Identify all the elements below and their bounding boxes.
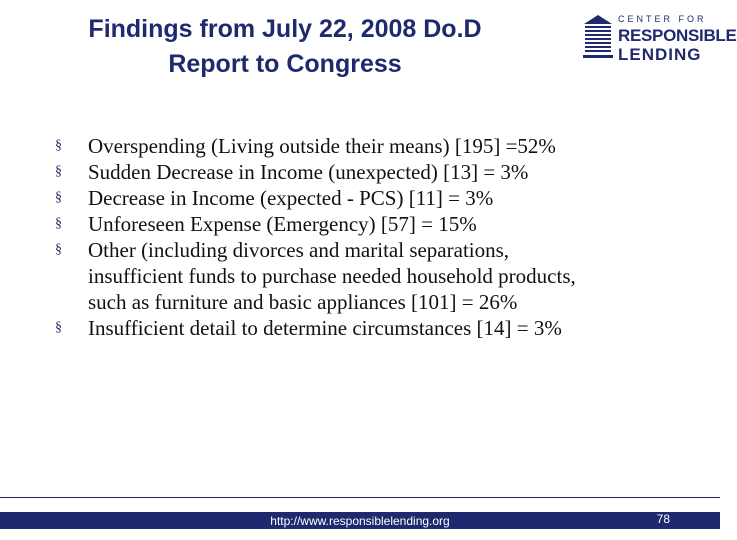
slide-title: [20, 12, 550, 82]
title-line-1: Findings from July 22, 2008 Do.D: [88, 15, 482, 43]
logo-line-3: LENDING: [618, 45, 702, 64]
list-item-text: Sudden Decrease in Income (unexpected) [13] = 3%: [88, 160, 529, 184]
list-item-text: such as furniture and basic appliances [101] = 26%: [88, 290, 518, 314]
logo-line-1: CENTER FOR: [618, 14, 707, 24]
list-item: [55, 211, 705, 237]
list-item-text: insufficient funds to purchase needed household products,: [88, 264, 576, 288]
bullet-marker: §: [55, 138, 62, 153]
list-item-text: Overspending (Living outside their means) [195] =52%: [88, 134, 556, 158]
list-item: [55, 185, 705, 211]
bullet-marker: §: [55, 242, 62, 257]
bullet-marker: §: [55, 216, 62, 231]
list-item-text: Other (including divorces and marital separations,: [88, 238, 510, 262]
page-number: 78: [656, 512, 670, 526]
footer-url: http://www.responsiblelending.org: [270, 514, 450, 528]
footer-divider: [0, 497, 720, 498]
list-item: [55, 315, 705, 341]
center-for-responsible-lending-logo: [582, 12, 737, 64]
building-columns-icon: [582, 14, 614, 62]
bullet-marker: §: [55, 164, 62, 179]
bullet-marker: §: [55, 320, 62, 335]
findings-list: [55, 133, 705, 341]
bullet-marker: §: [55, 190, 62, 205]
title-line-2: Report to Congress: [168, 50, 402, 78]
list-item-text: Unforeseen Expense (Emergency) [57] = 15%: [88, 212, 477, 236]
list-item: [55, 237, 705, 315]
list-item-text: Decrease in Income (expected - PCS) [11] = 3%: [88, 186, 494, 210]
list-item-text: Insufficient detail to determine circumstances [14] = 3%: [88, 316, 562, 340]
list-item: [55, 133, 705, 159]
logo-line-2: RESPONSIBLE: [618, 26, 737, 45]
list-item: [55, 159, 705, 185]
